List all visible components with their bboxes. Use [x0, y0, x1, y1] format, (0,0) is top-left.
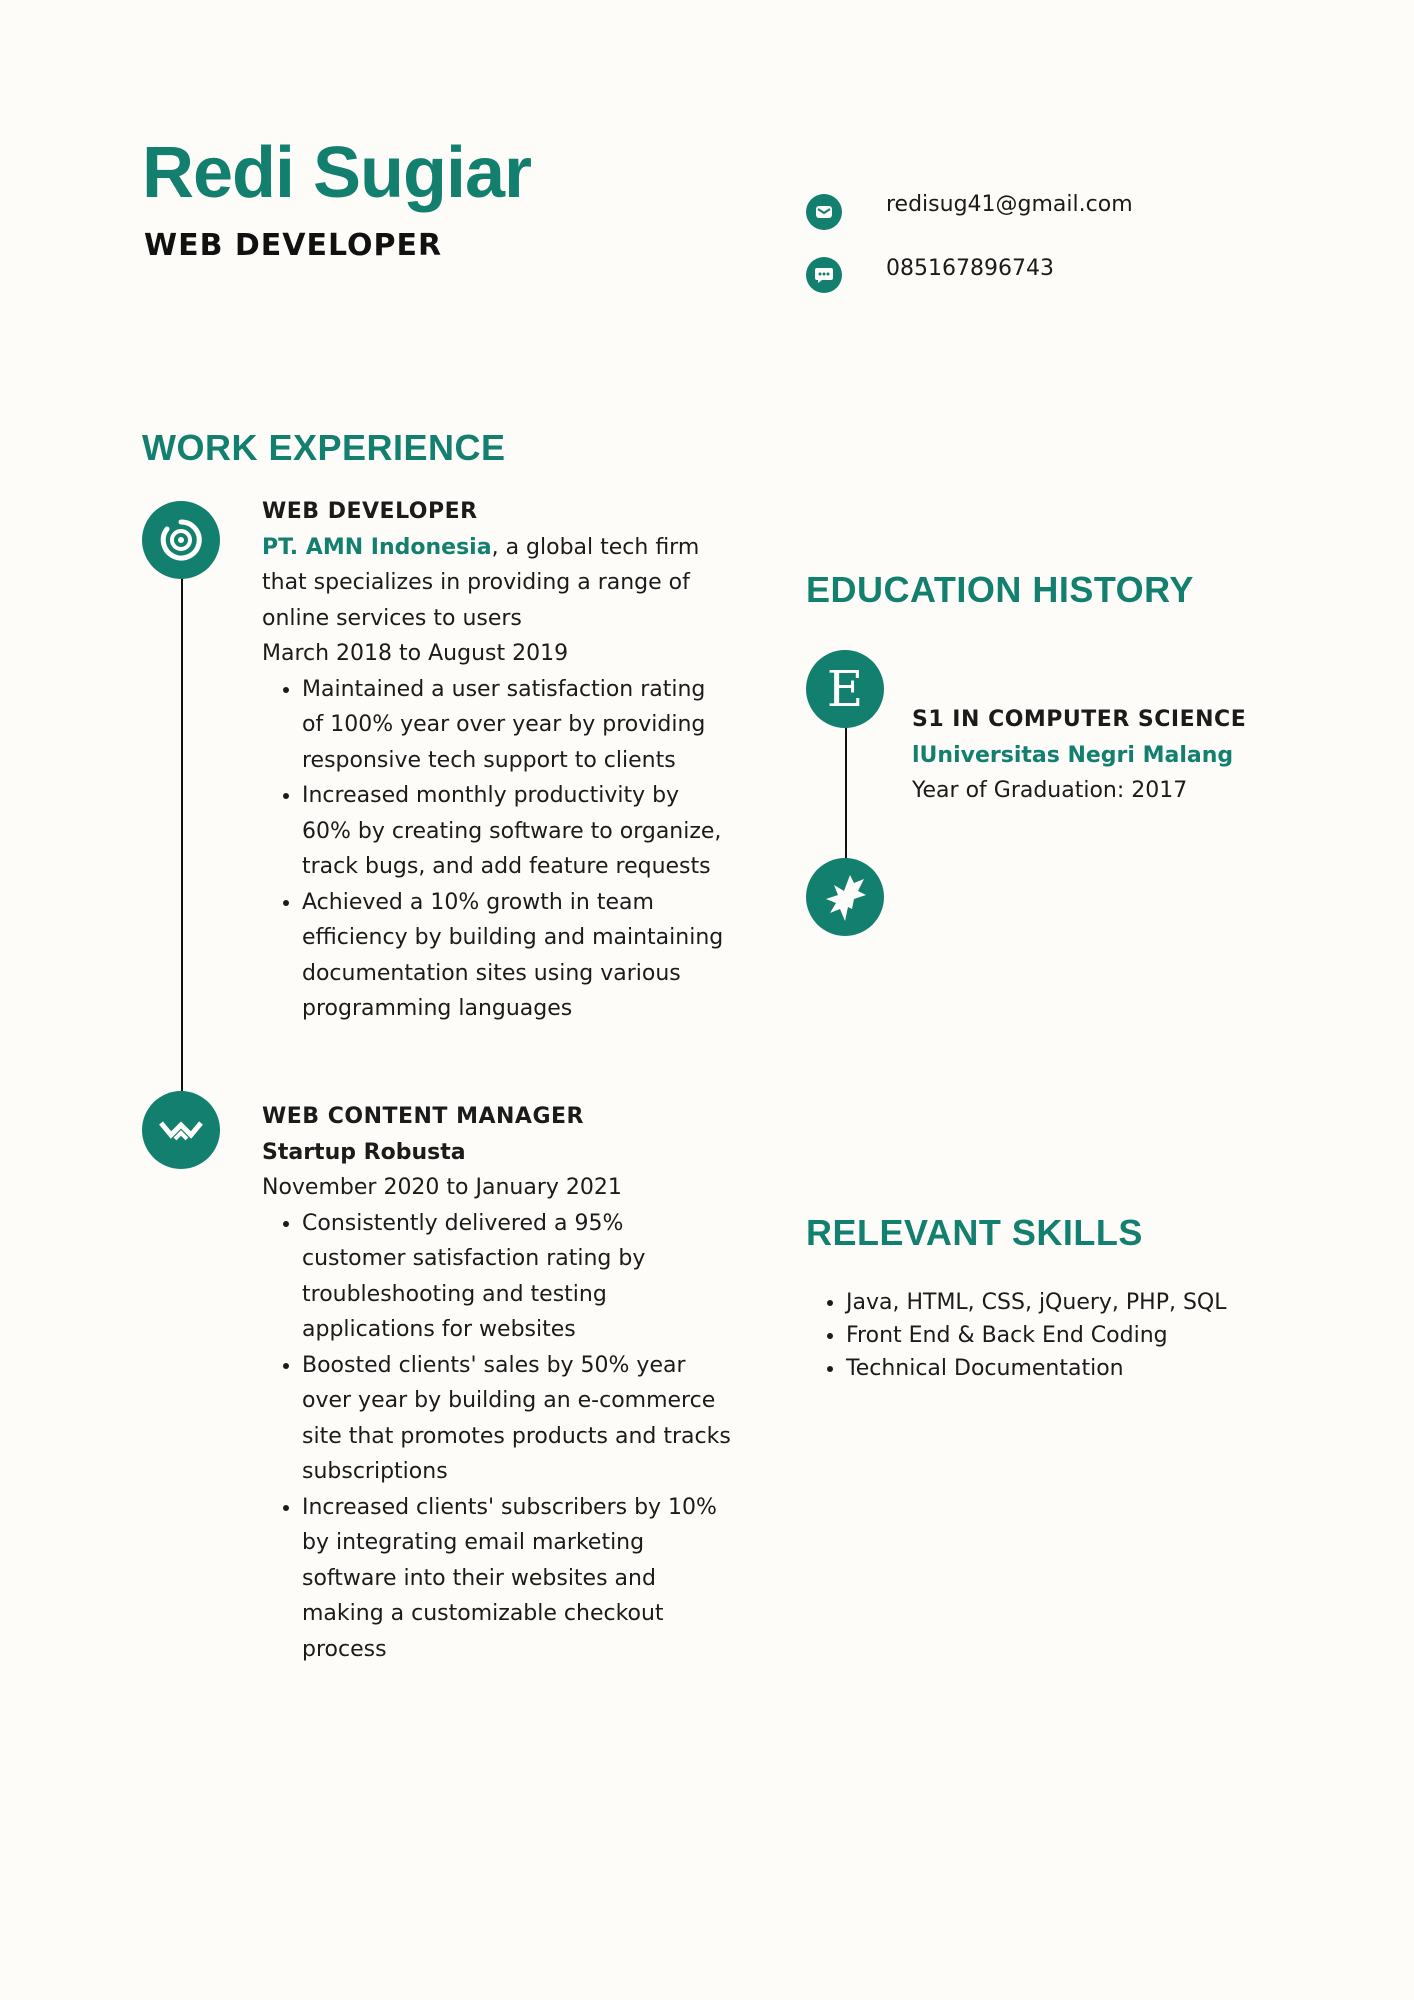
- list-item: • Maintained a user satisfaction rating of 100% year over year by providing responsive tech support to clients: [302, 672, 732, 779]
- job-entry-1: [262, 494, 732, 1027]
- company-name: Startup Robusta: [262, 1139, 466, 1165]
- job-title: WEB DEVELOPER: [262, 499, 478, 524]
- list-item: • Front End & Back End Coding: [846, 1319, 1286, 1352]
- list-item: • Technical Documentation: [846, 1352, 1286, 1385]
- company-name: PT. AMN Indonesia: [262, 534, 492, 560]
- work-experience-heading: WORK EXPERIENCE: [142, 427, 506, 468]
- list-item: • Increased clients' subscribers by 10% by integrating email marketing software into their websites and making a customizable checkout process: [302, 1490, 732, 1668]
- job-period: March 2018 to August 2019: [262, 641, 569, 666]
- school-name: lUniversitas Negri Malang: [912, 742, 1234, 768]
- education-entry: [912, 702, 1272, 809]
- mail-icon: [806, 194, 842, 230]
- zigzag-logo-icon: [142, 1091, 220, 1169]
- list-item: • Boosted clients' sales by 50% year over year by building an e-commerce site that promotes products and tracks subscriptions: [302, 1348, 732, 1490]
- contact-email: [806, 194, 842, 230]
- education-timeline-line: [845, 725, 847, 865]
- candidate-name: Redi Sugiar: [142, 133, 532, 213]
- eagle-icon: [806, 858, 884, 936]
- email-text[interactable]: redisug41@gmail.com: [886, 192, 1133, 217]
- letter-e-glyph: E: [826, 660, 864, 718]
- education-history-heading: EDUCATION HISTORY: [806, 569, 1194, 610]
- graduation-year: Year of Graduation: 2017: [912, 778, 1188, 803]
- target-logo-icon: [142, 501, 220, 579]
- chat-bubble-icon: [806, 257, 842, 293]
- job-achievements: [262, 672, 732, 1027]
- phone-text[interactable]: 085167896743: [886, 256, 1054, 281]
- contact-phone: [806, 257, 842, 293]
- candidate-title: WEB DEVELOPER: [144, 228, 443, 263]
- letter-e-icon: [806, 650, 884, 728]
- list-item: • Achieved a 10% growth in team efficiency by building and maintaining documentation sites using various programming languages: [302, 885, 732, 1027]
- work-timeline-line: [181, 540, 183, 1100]
- company-description: , a global tech firm that specializes in providing a range of online services to users: [262, 534, 700, 631]
- list-item: • Consistently delivered a 95% customer satisfaction rating by troubleshooting and testing applications for websites: [302, 1206, 732, 1348]
- degree-title: S1 IN COMPUTER SCIENCE: [912, 707, 1247, 732]
- relevant-skills-heading: RELEVANT SKILLS: [806, 1212, 1143, 1253]
- list-item: • Increased monthly productivity by 60% by creating software to organize, track bugs, and add feature requests: [302, 778, 732, 885]
- list-item: • Java, HTML, CSS, jQuery, PHP, SQL: [846, 1286, 1286, 1319]
- job-achievements: [262, 1206, 732, 1668]
- job-title: WEB CONTENT MANAGER: [262, 1104, 584, 1129]
- job-entry-2: [262, 1099, 732, 1667]
- job-company-line: [262, 530, 732, 637]
- job-period: November 2020 to January 2021: [262, 1175, 622, 1200]
- skills-list: [814, 1286, 1286, 1385]
